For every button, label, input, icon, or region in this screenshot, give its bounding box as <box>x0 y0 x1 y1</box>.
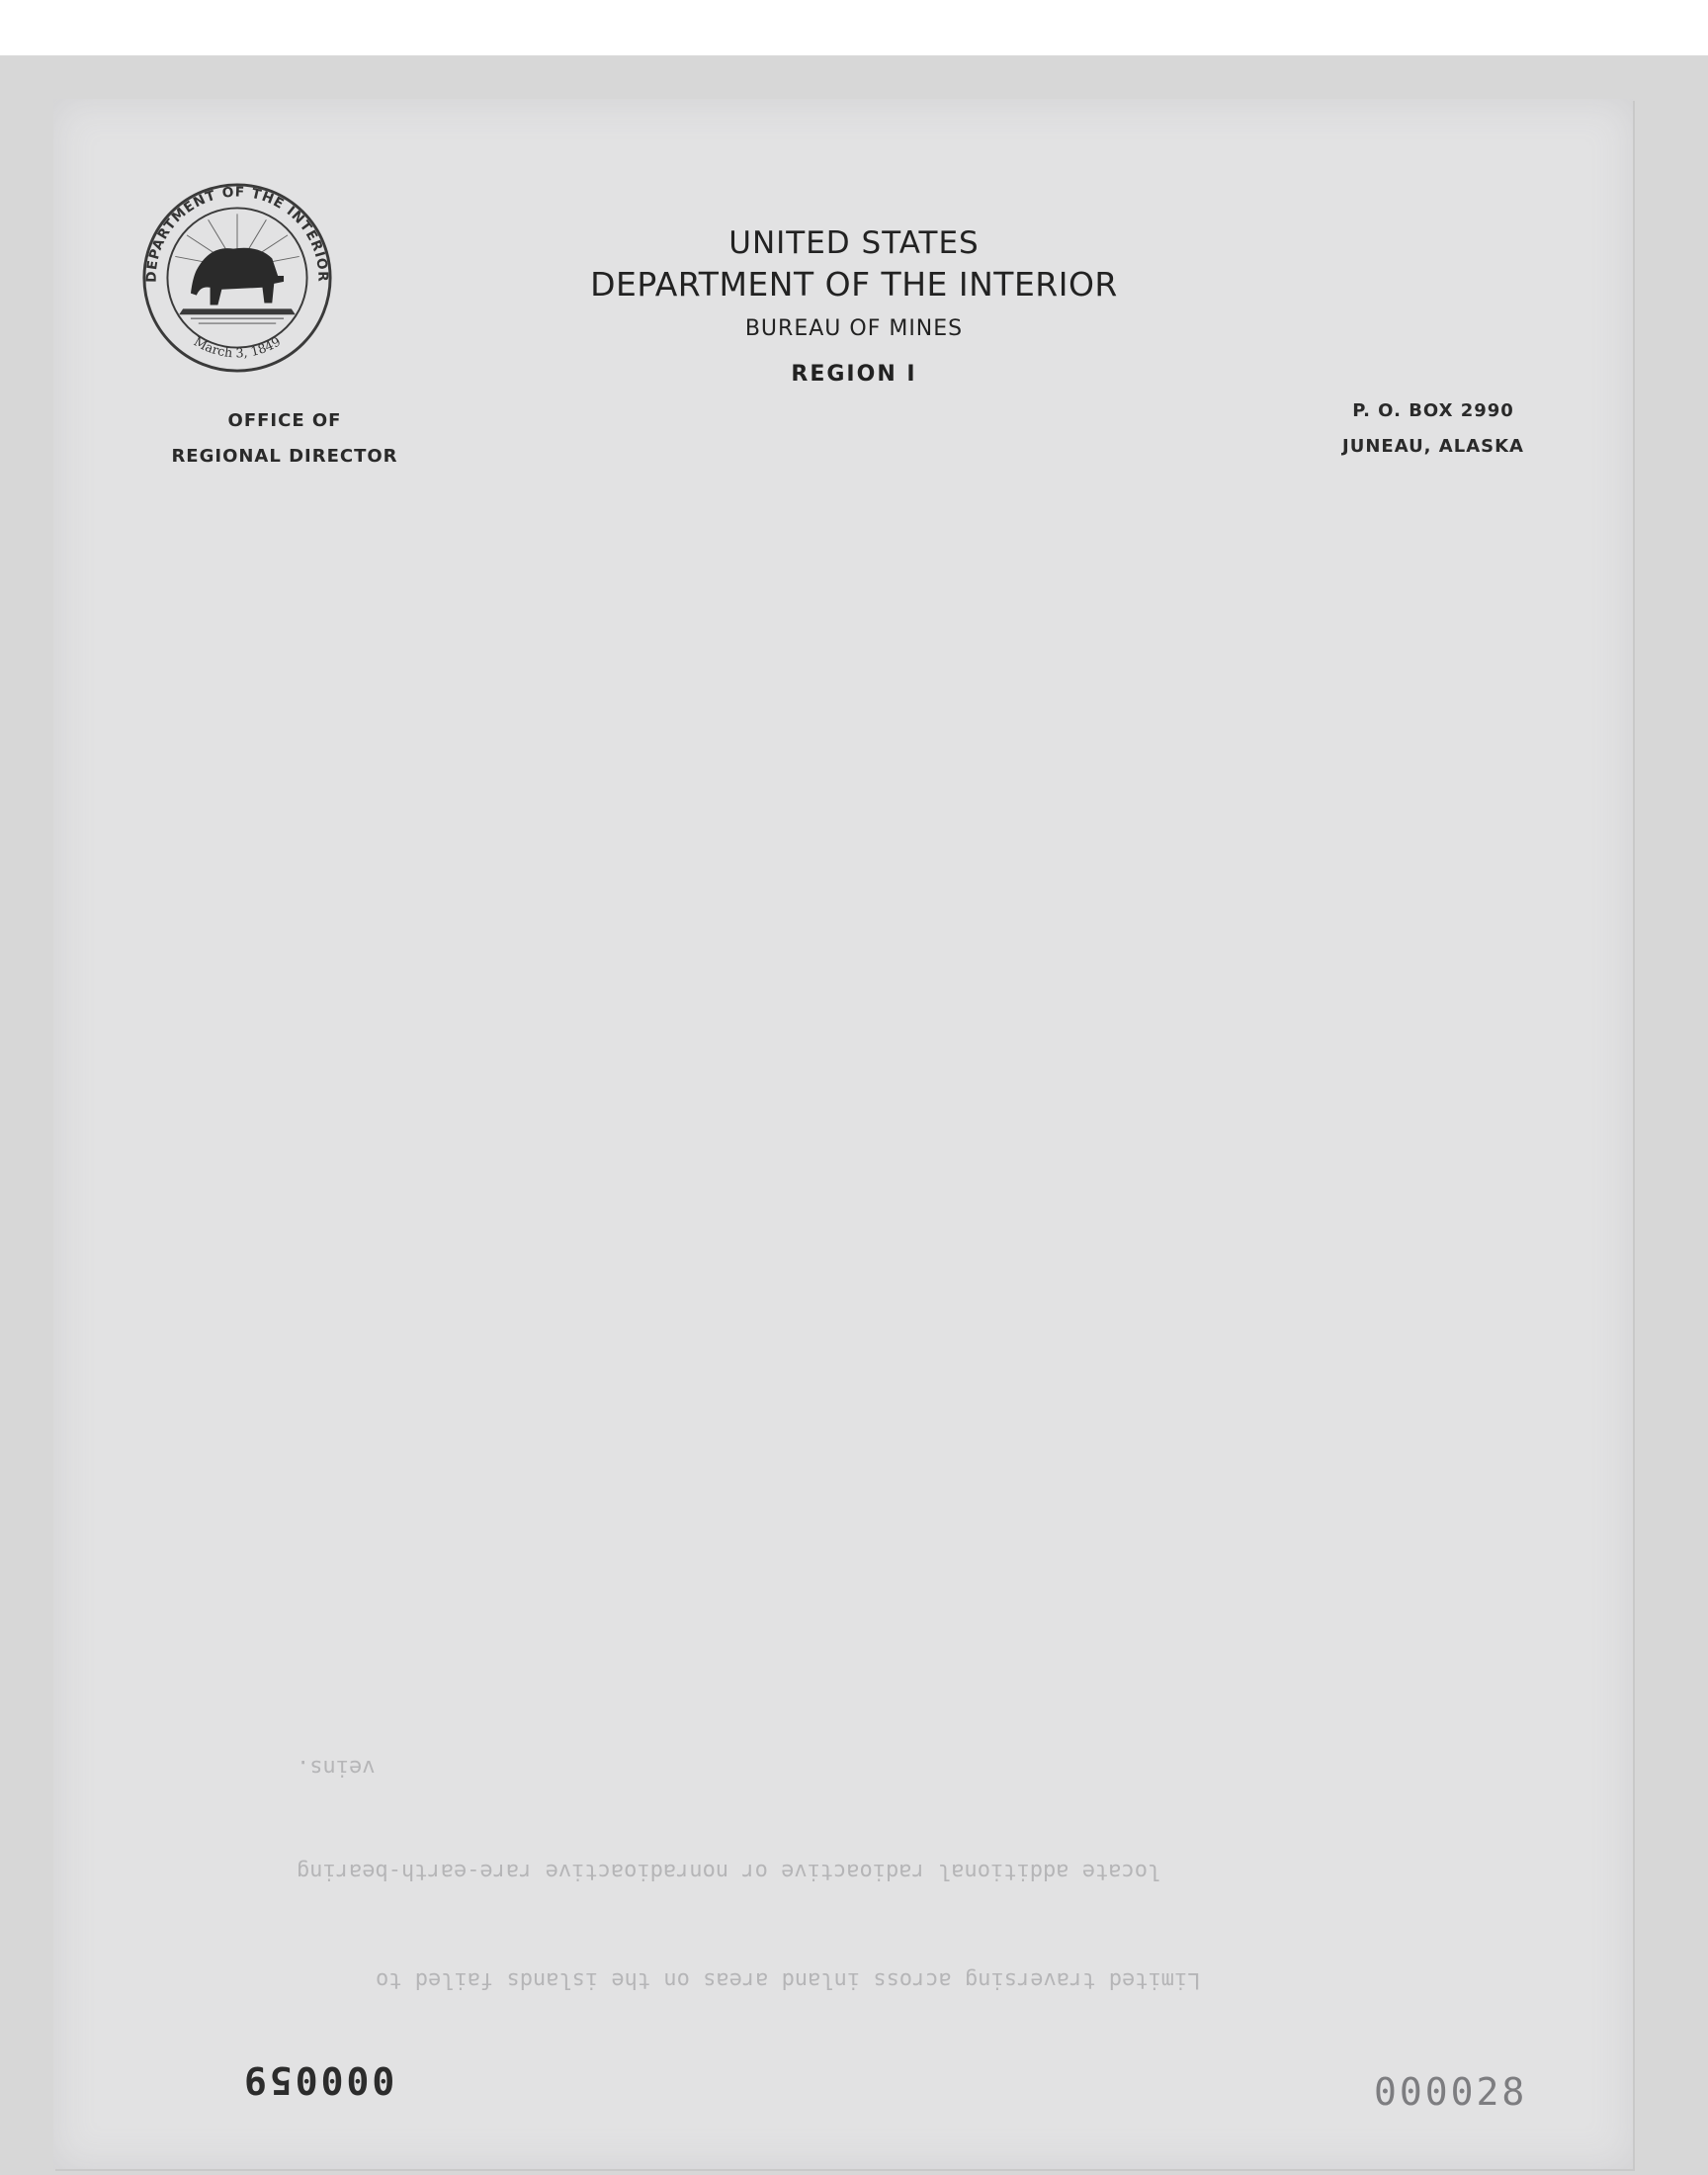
viewer-top-band <box>0 0 1708 56</box>
office-line-2: REGIONAL DIRECTOR <box>171 446 398 467</box>
letterhead-region: REGION I <box>791 362 917 387</box>
address-block <box>1305 393 1562 465</box>
address-line-2: JUNEAU, ALASKA <box>1342 436 1524 457</box>
address-line-1: P. O. BOX 2990 <box>1352 400 1514 421</box>
page-number-stamp-left: 000059 <box>241 2058 395 2102</box>
bleed-through-line-3: veins. <box>297 1755 376 1780</box>
page-number-stamp-right: 000028 <box>1374 2070 1528 2114</box>
letterhead-country: UNITED STATES <box>728 225 980 261</box>
letterhead-bureau: BUREAU OF MINES <box>744 316 964 341</box>
bleed-through-line-2: locate additional radioactive or nonradioactive rare-earth-bearing <box>297 1859 1161 1883</box>
office-block <box>146 403 423 475</box>
seal-date-text: March 3, 1849 <box>191 334 284 362</box>
bleed-through-line-1: Limited traversing across inland areas on the islands failed to <box>376 1967 1201 1992</box>
office-line-1: OFFICE OF <box>227 410 342 431</box>
seal-ring-text: DEPARTMENT OF THE INTERIOR <box>143 184 331 283</box>
letterhead-department: DEPARTMENT OF THE INTERIOR <box>590 265 1118 304</box>
